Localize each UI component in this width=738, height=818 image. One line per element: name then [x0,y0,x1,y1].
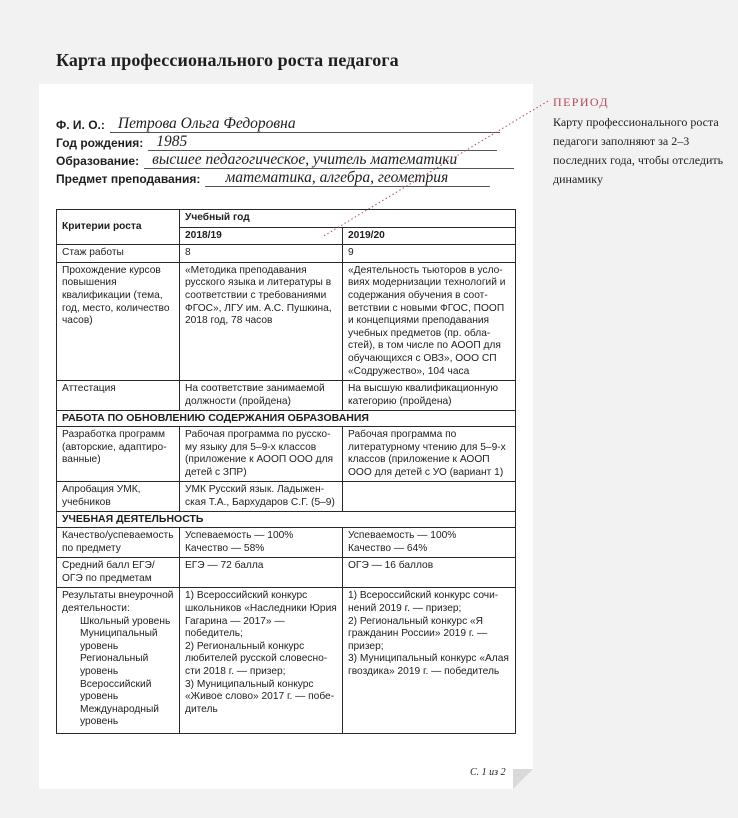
note-text: Карту профессионального роста педагоги заполняют за 2–3 последних года, чтобы отследить динамику [553,115,724,186]
level-school: Школьный уровень [80,615,171,627]
criterion-cell: Прохождение курсов повышения квалификации (тема, год, место, количество часов) [57,262,180,380]
section-content-update: РАБОТА ПО ОБНОВЛЕНИЮ СОДЕРЖАНИЯ ОБРАЗОВАНИЯ [57,411,516,427]
value-cell-2019: ОГЭ — 16 баллов [343,558,516,588]
value-cell-2019: Успеваемость — 100% Качество — 64% [343,528,516,558]
results-criterion-label: Результаты внеурочной деятельности: [62,590,174,615]
value-cell-2019: На высшую квалификационную категорию (пройдена) [343,381,516,411]
level-national: Всероссийский уровень [80,678,152,703]
criterion-cell: Аттестация [57,381,180,411]
value-cell-2019: 1) Всероссийский конкурс сочинений 2019 г. — призер; 2) Региональный конкурс «Я гражданин России» 2019 г. — призер; 3) Муниципальный конкурс «Алая гвоздика» 2019 г. — победитель [343,588,516,734]
value-cell-2018: Рабочая программа по русскому языку для 5–9-х классов (приложение к АООП ООО для детей с ЗПР) [180,426,343,481]
subject-label: Предмет преподавания: [56,172,201,186]
value-cell-2019: «Деятельность тьюторов в условиях модернизации технологий и содержания обучения в соответствии с новыми ФГОС, ПООП и концепциями преподавания учебных предметов (пр. областей), в том числе по АООП для обучающихся с ОВЗ», ООО СП «Содружество», 104 часа [343,262,516,380]
year-2018-header: 2018/19 [180,227,343,245]
criterion-cell: Качество/успеваемость по предмету [57,528,180,558]
subject-value: математика, алгебра, геометрия [205,169,490,187]
value-cell-2018: 8 [180,245,343,263]
criterion-cell: Средний балл ЕГЭ/ ОГЭ по предметам [57,558,180,588]
education-value: высшее педагогическое, учитель математики [144,151,514,169]
note-title: ПЕРИОД [553,95,609,109]
page-number: С. 1 из 2 [470,767,506,778]
level-regional: Региональный уровень [80,653,149,677]
section-teaching: УЧЕБНАЯ ДЕЯТЕЛЬНОСТЬ [57,512,516,528]
birth-label: Год рождения: [56,136,144,150]
page-title: Карта профессионального роста педагога [56,50,399,70]
criteria-header: Критерии роста [57,210,180,245]
year-2019-header: 2019/20 [343,227,516,245]
value-cell-2019: 9 [343,245,516,263]
value-cell-2018: УМК Русский язык. Ладыженская Т.А., Бархударов С.Г. (5–9) [180,482,343,512]
level-municipal: Муниципальный уровень [80,628,158,652]
criterion-cell: Разработка программ (авторские, адаптированные) [57,426,180,481]
value-cell-2018: 1) Всероссийский конкурс школьников «Наследники Юрия Гагарина — 2017» — победитель; 2) Региональный конкурс любителей русской словесности 2018 г. — призер; 3) Муниципальный конкурс «Живое слово» 2017 г. — победитель [180,588,343,734]
birth-value: 1985 [148,133,497,151]
value-cell-2018: ЕГЭ — 72 балла [180,558,343,588]
fio-label: Ф. И. О.: [56,118,105,132]
criterion-cell: Стаж работы [57,245,180,263]
value-cell-2018: Успеваемость — 100% Качество — 58% [180,528,343,558]
level-international: Международный уровень [80,703,159,728]
value-cell-2019: Рабочая программа по литературному чтению для 5–9-х классов (приложение к АООП ООО для детей с УО (вариант 1) [343,426,516,481]
criterion-cell: Апробация УМК, учебников [57,482,180,512]
value-cell-2018: «Методика преподавания русского языка и литературы в соответствии с требованиями ФГОС», ЛГУ им. А.С. Пушкина, 2018 год, 78 часов [180,262,343,380]
year-header: Учебный год [180,210,516,228]
fio-value: Петрова Ольга Федоровна [110,115,500,133]
education-label: Образование: [56,154,140,168]
value-cell-2018: На соответствие занимаемой должности (пройдена) [180,381,343,411]
